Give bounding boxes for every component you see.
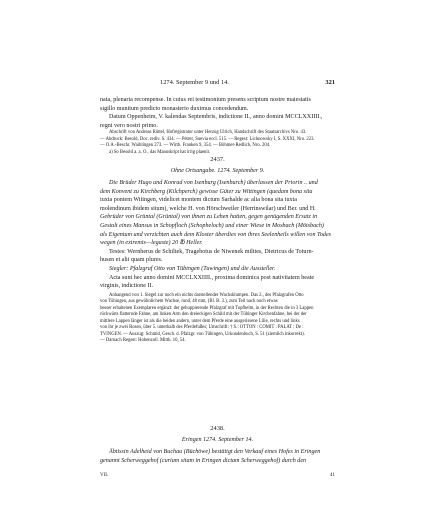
regest-line: Gebrüder von Grüntal (Grüntal) von ihnen zu Lehen hatten, gegen genügenden Ersatz in: [100, 214, 318, 221]
seal-note: rückwärts flatternde Fahne, am linken Arm den dreieckigen Schild mit der Tübinger Kirchenfahne, bei der der: [100, 312, 307, 318]
source-note: Abschrift von Andreas Rüttel, Hofregistrator unter Herzog Ulrich, Handschrift des Staatsarchivs Nro. 43.: [109, 130, 307, 136]
regest-line: iuxta pontem Witingen, videlicet montem dictum Sarhalde ac alia bona sita iuxta: [100, 197, 297, 204]
seal-note: Anhangend von 1. Siegel zur noch ein nichts darstellender Wachsklumpen. Das 2., des Pfalzgrafen Otto: [109, 292, 304, 298]
seal-note: von Tübingen, aus gewöhnlichem Wachse, rund, 48 mm, (Bl. B. 3.), zum Teil nach noch etwas: [100, 299, 278, 305]
text-line: Testes: Wernherus de Schiltek, Tragebotus de Niwenek milites, Dietricus de Toturn-: [109, 248, 314, 255]
header-date: 1274. September 9 und 14.: [160, 79, 229, 86]
regest-line: als Eigentum und verzichten auch dem Kloster überdies von ihres Seelenheils willen von Todes: [100, 231, 332, 238]
document-heading: Eringen 1274. September 14.: [181, 437, 254, 443]
source-note: — O.A.-Beschr. Waiblingen 273. — Wirtb. Franken 9, 354. — Böhmer-Redlich, Nro. 204.: [100, 143, 271, 149]
text-line: virginis, indictione II.: [100, 283, 154, 290]
document-number: 2438.: [210, 425, 225, 432]
seal-note: von ihr je zwei Rosen, über 5. unterhalb des Pferdefußes; Umschrift: † S.: OTTON : COMIT : PALAT : De :: [100, 325, 304, 331]
text-line: Siegler: Pfalzgraf Otto von Tübingen (Tuwingen) und die Aussteller.: [109, 265, 276, 272]
text-line: husen et alii quam plures.: [100, 257, 163, 264]
regest-line: Äbtissin Adelheid von Buchau (Büchöwe) bestätigt den Verkauf eines Hofes in Eringen: [109, 449, 321, 455]
regest-line: Die Brüder Hugo und Konrad von Isenburg (Isenburch) überlassen der Priorin .. und: [109, 180, 318, 186]
seal-note: besser erhaltenen Exemplaren ergänzt: der gehuppierende Pfalzgraf mit Topfhelm, in der Rechten die in 3 Lappen: [100, 305, 314, 311]
regest-line: Gestalt eines Mansus in Schopfloch (Schopheloch) und einer Wiese in Mosbach (Mötsbach): [100, 222, 324, 229]
regest-line: molendinum ibidem situm), welche H. von Hörschweiler (Herrinswilar) und Ber. und H.: [100, 205, 316, 212]
text-line: regni vero nostri primo.: [100, 122, 158, 129]
document-2437: [100, 156, 335, 345]
regest-line: dem Konvent zu Kirchberg (Kilchperch) gewisse Güter zu Wittingen (quedam bona sita: [100, 188, 313, 195]
regest-line: genannt Scherweggehof (curiam sitam in Eringen dictam Scherweggehof) durch den: [100, 457, 307, 464]
text-line: sigillo munitum predicto monasterio duximus concedendum.: [100, 105, 249, 112]
seal-note: — Darnach Regest: Hohenzoll. Mitth. 10, 54.: [100, 338, 186, 344]
text-line: nata, plenaria recompense. In cuius rei testimonium presens scriptum nostre maiestatis: [100, 97, 311, 103]
regest-line: wegen (in extremis—legaste) 20 ℔ Heller.: [100, 240, 203, 247]
text-line: Datum Oppenheim, V. kalendas Septembris, indictione II., anno domini MCCLXXIIII.,: [109, 114, 323, 121]
page-footer: [100, 473, 335, 481]
seal-note: TVINGEN. — Auszug: Schmid, Gesch. d. Pfalzgr. von Tübingen, Urkundenbuch, S. 51 (ziemlich inkorrekt).: [100, 331, 305, 337]
footnote: a) So Besold a. a. O., das Manuskript hat irrig plaenir.: [109, 149, 211, 155]
source-note: — Abdruck: Besold, Doc. rediv. S. 434. — Pétrer, Suevia eccl. 515. — Regest: Lichnowsky I, S. XXXI, Nro. 223.: [100, 136, 315, 142]
seal-note: mittlere Lappen länger ist als die beiden andern, unter dem Pferde eine ausgerissene Lilie, rechts und links: [100, 318, 300, 324]
document-heading: Ohne Ortsangabe. 1274. September 9.: [170, 168, 265, 174]
text-line: Acta sunt hec anno domini MCCLXXIIII., proxima dominica post nativitatem beate: [109, 274, 315, 281]
page-number: 321: [325, 79, 335, 86]
previous-document-end: [100, 96, 335, 156]
document-2438: [100, 425, 335, 465]
running-header: [100, 79, 335, 89]
footer-number: 41: [330, 473, 335, 478]
signature-mark: VII.: [100, 473, 109, 478]
document-number: 2437.: [210, 156, 225, 163]
